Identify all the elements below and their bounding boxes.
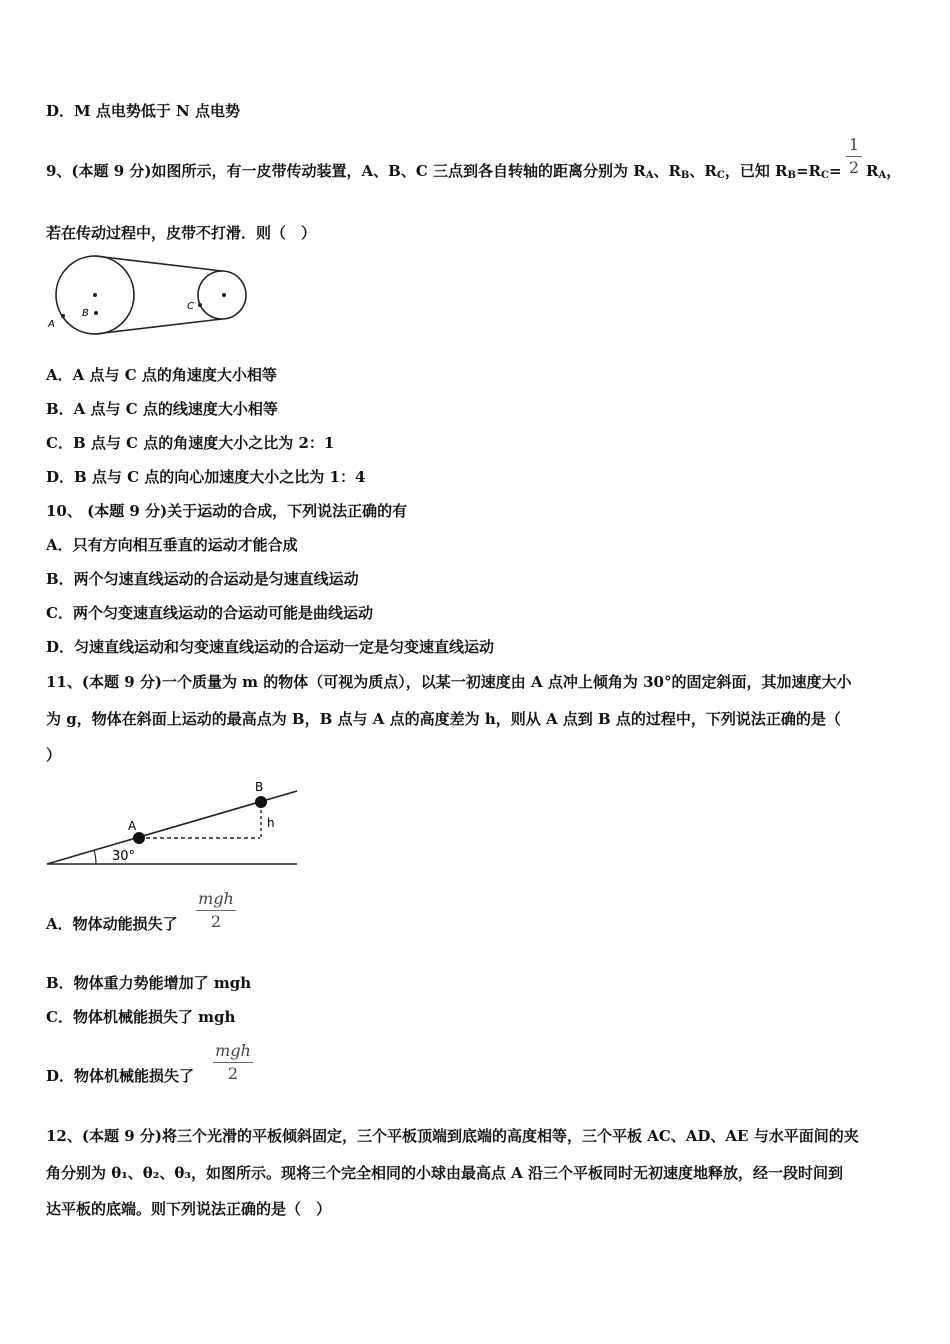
q9-stem-line2: 若在传动过程中，皮带不打滑．则（ ） bbox=[46, 224, 317, 242]
q11-option-d-bar bbox=[213, 1062, 253, 1063]
q9-comma: ， bbox=[886, 162, 902, 180]
q10-stem: 10、 (本题 9 分)关于运动的合成，下列说法正确的有 bbox=[46, 502, 408, 520]
q11-label-b: B bbox=[255, 780, 264, 794]
q9-large-axis bbox=[93, 293, 97, 297]
q11-option-a-den: 2 bbox=[210, 912, 222, 931]
q9-label-a: A bbox=[48, 319, 55, 330]
q11-option-a-fraction bbox=[196, 890, 236, 931]
q9-sep1: 、R bbox=[653, 162, 681, 180]
q12-stem-line2: 角分别为 θ₁、θ₂、θ₃，如图所示。现将三个完全相同的小球由最高点 A 沿三个平板同时无初速度地释放，经一段时间到 bbox=[46, 1164, 844, 1182]
q11-option-d: D．物体机械能损失了 bbox=[46, 1067, 195, 1085]
q9-sub-b: B bbox=[680, 170, 690, 181]
q11-angle-arc bbox=[94, 850, 96, 864]
q10-option-a: A．只有方向相互垂直的运动才能合成 bbox=[46, 536, 298, 554]
q9-fraction bbox=[846, 136, 862, 177]
q9-after-r: R bbox=[866, 162, 879, 180]
q9-after-sub: A bbox=[878, 170, 887, 181]
q9-known: ，已知 R bbox=[724, 162, 788, 180]
q9-sub-a: A bbox=[645, 170, 654, 181]
q10-option-d: D．匀速直线运动和匀变速直线运动的合运动一定是匀变速直线运动 bbox=[46, 638, 495, 656]
q11-stem-line3: ） bbox=[46, 746, 62, 764]
q9-stem-part1: 9、(本题 9 分)如图所示，有一皮带传动装置，A、B、C 三点到各自转轴的距离分别为 R bbox=[46, 162, 646, 180]
q12-stem-line1: 12、(本题 9 分)将三个光滑的平板倾斜固定，三个平板顶端到底端的高度相等，三个平板 AC、AD、AE 与水平面间的夹 bbox=[46, 1127, 859, 1145]
q9-belt-top bbox=[95, 256, 222, 271]
q9-option-b: B．A 点与 C 点的线速度大小相等 bbox=[46, 400, 278, 418]
q10-option-b: B．两个匀速直线运动的合运动是匀速直线运动 bbox=[46, 570, 359, 588]
q9-point-a bbox=[61, 314, 65, 318]
q9-sub-c: C bbox=[716, 170, 725, 181]
q9-option-a: A．A 点与 C 点的角速度大小相等 bbox=[46, 366, 277, 384]
q10-option-c: C．两个匀变速直线运动的合运动可能是曲线运动 bbox=[46, 604, 373, 622]
q11-option-a: A．物体动能损失了 bbox=[46, 915, 178, 933]
q9-belt-figure bbox=[44, 250, 254, 340]
q11-option-a-bar bbox=[196, 910, 236, 911]
q11-ball-b bbox=[255, 796, 267, 808]
q9-label-c: C bbox=[187, 301, 194, 312]
q11-option-c: C．物体机械能损失了 mgh bbox=[46, 1008, 236, 1026]
q9-option-c: C．B 点与 C 点的角速度大小之比为 2：1 bbox=[46, 434, 335, 452]
q9-point-c bbox=[198, 303, 202, 307]
q9-frac-num: 1 bbox=[848, 135, 860, 154]
q9-eq1: =R bbox=[795, 162, 822, 180]
q11-label-angle: 30° bbox=[112, 849, 136, 864]
q11-label-h: h bbox=[267, 816, 275, 830]
q11-option-a-num: mgh bbox=[198, 889, 234, 908]
q11-stem-line1: 11、(本题 9 分)一个质量为 m 的物体（可视为质点），以某一初速度由 A 点冲上倾角为 30°的固定斜面，其加速度大小 bbox=[46, 673, 852, 691]
q9-point-b bbox=[94, 311, 98, 315]
q9-label-b: B bbox=[82, 308, 89, 319]
q11-option-d-fraction bbox=[213, 1042, 253, 1083]
q9-sep2: 、R bbox=[689, 162, 717, 180]
q9-belt-bottom bbox=[95, 319, 222, 334]
q11-ball-a bbox=[133, 832, 145, 844]
q8-option-d: D．M 点电势低于 N 点电势 bbox=[46, 102, 240, 120]
q11-incline-figure bbox=[44, 776, 304, 872]
q9-frac-den: 2 bbox=[848, 158, 860, 177]
q9-stem-line1 bbox=[46, 161, 842, 186]
q9-known-sub-b: B bbox=[787, 170, 796, 181]
q11-stem-line2: 为 g，物体在斜面上运动的最高点为 B，B 点与 A 点的高度差为 h，则从 A 点到 B 点的过程中，下列说法正确的是（ bbox=[46, 710, 841, 728]
q11-option-d-den: 2 bbox=[227, 1064, 239, 1083]
q11-label-a: A bbox=[128, 819, 137, 833]
q9-known-sub-c: C bbox=[821, 170, 829, 181]
q9-eq2: = bbox=[828, 162, 842, 180]
q11-option-d-num: mgh bbox=[215, 1041, 251, 1060]
q9-small-axis bbox=[222, 293, 226, 297]
q9-after-frac bbox=[866, 161, 901, 186]
q9-option-d: D．B 点与 C 点的向心加速度大小之比为 1：4 bbox=[46, 468, 366, 486]
q12-stem-line3: 达平板的底端。则下列说法正确的是（ ） bbox=[46, 1200, 332, 1218]
q9-frac-bar bbox=[846, 156, 862, 157]
q11-option-b: B．物体重力势能增加了 mgh bbox=[46, 974, 252, 992]
